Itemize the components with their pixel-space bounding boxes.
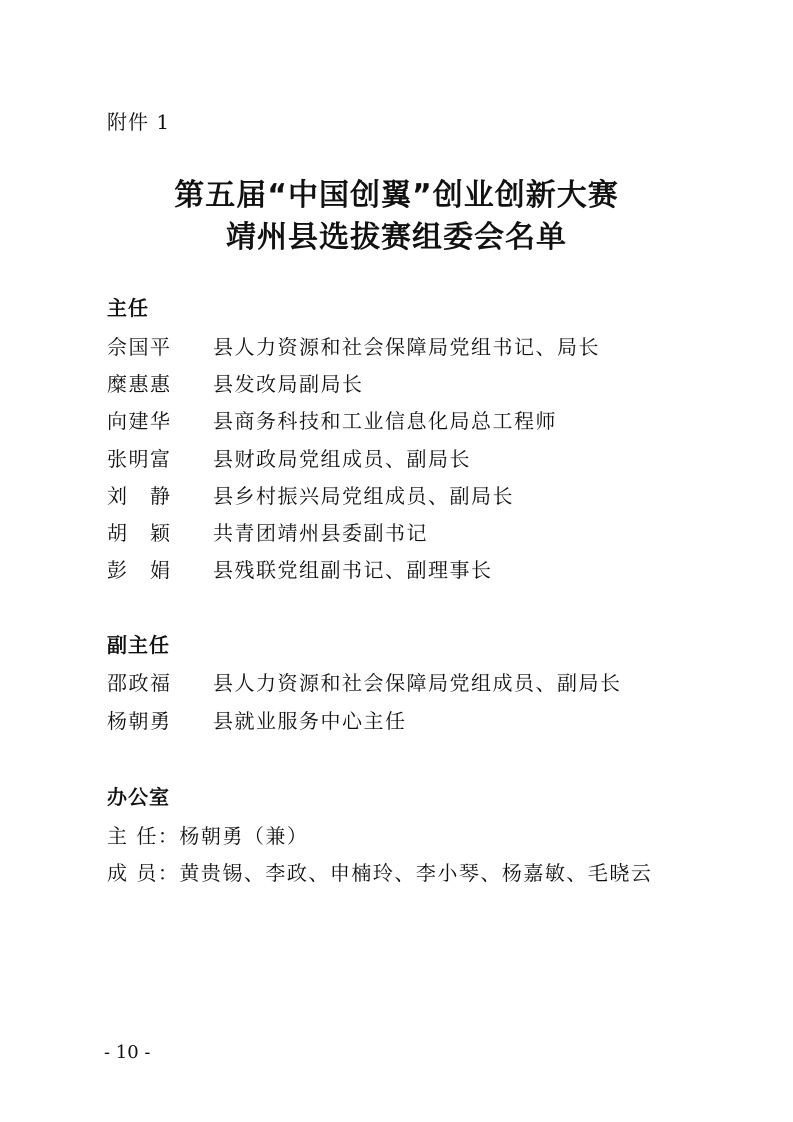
member-row bbox=[107, 405, 557, 434]
attachment-label: 附件 1 bbox=[107, 110, 171, 134]
member-role: 县人力资源和社会保障局党组成员、副局长 bbox=[213, 671, 622, 695]
member-role: 共青团靖州县委副书记 bbox=[213, 521, 428, 545]
member-role: 县商务科技和工业信息化局总工程师 bbox=[213, 409, 557, 433]
member-row bbox=[107, 443, 471, 472]
member-row bbox=[107, 331, 600, 360]
section-heading-director: 主任 bbox=[107, 296, 149, 320]
section-heading-deputy-director: 副主任 bbox=[107, 633, 170, 657]
member-name: 杨朝勇 bbox=[107, 709, 172, 733]
office-head-line: 主 任：杨朝勇（兼） bbox=[107, 824, 309, 848]
document-title-line-1: 第五届“中国创翼”创业创新大赛 bbox=[174, 178, 619, 213]
member-role: 县财政局党组成员、副局长 bbox=[213, 447, 471, 471]
member-name: 佘国平 bbox=[107, 335, 172, 359]
member-row bbox=[107, 368, 364, 397]
member-name: 邵政福 bbox=[107, 671, 172, 695]
member-row bbox=[107, 554, 493, 583]
member-row bbox=[107, 480, 514, 509]
section-heading-office: 办公室 bbox=[107, 785, 170, 809]
office-members-line: 成 员：黄贵锡、李政、申楠玲、李小琴、杨嘉敏、毛晓云 bbox=[107, 861, 653, 885]
document-title-line-2: 靖州县选拔赛组委会名单 bbox=[226, 220, 567, 255]
member-role: 县乡村振兴局党组成员、副局长 bbox=[213, 484, 514, 508]
page-number: - 10 - bbox=[104, 1042, 151, 1063]
member-name: 彭 娟 bbox=[107, 558, 172, 582]
member-row bbox=[107, 705, 407, 734]
member-name: 胡 颖 bbox=[107, 521, 172, 545]
member-name: 张明富 bbox=[107, 447, 172, 471]
member-name: 糜惠惠 bbox=[107, 372, 172, 396]
member-row bbox=[107, 667, 622, 696]
member-role: 县人力资源和社会保障局党组书记、局长 bbox=[213, 335, 600, 359]
member-role: 县残联党组副书记、副理事长 bbox=[213, 558, 493, 582]
member-name: 向建华 bbox=[107, 409, 172, 433]
member-row bbox=[107, 517, 428, 546]
member-role: 县就业服务中心主任 bbox=[213, 709, 407, 733]
member-role: 县发改局副局长 bbox=[213, 372, 364, 396]
member-name: 刘 静 bbox=[107, 484, 172, 508]
